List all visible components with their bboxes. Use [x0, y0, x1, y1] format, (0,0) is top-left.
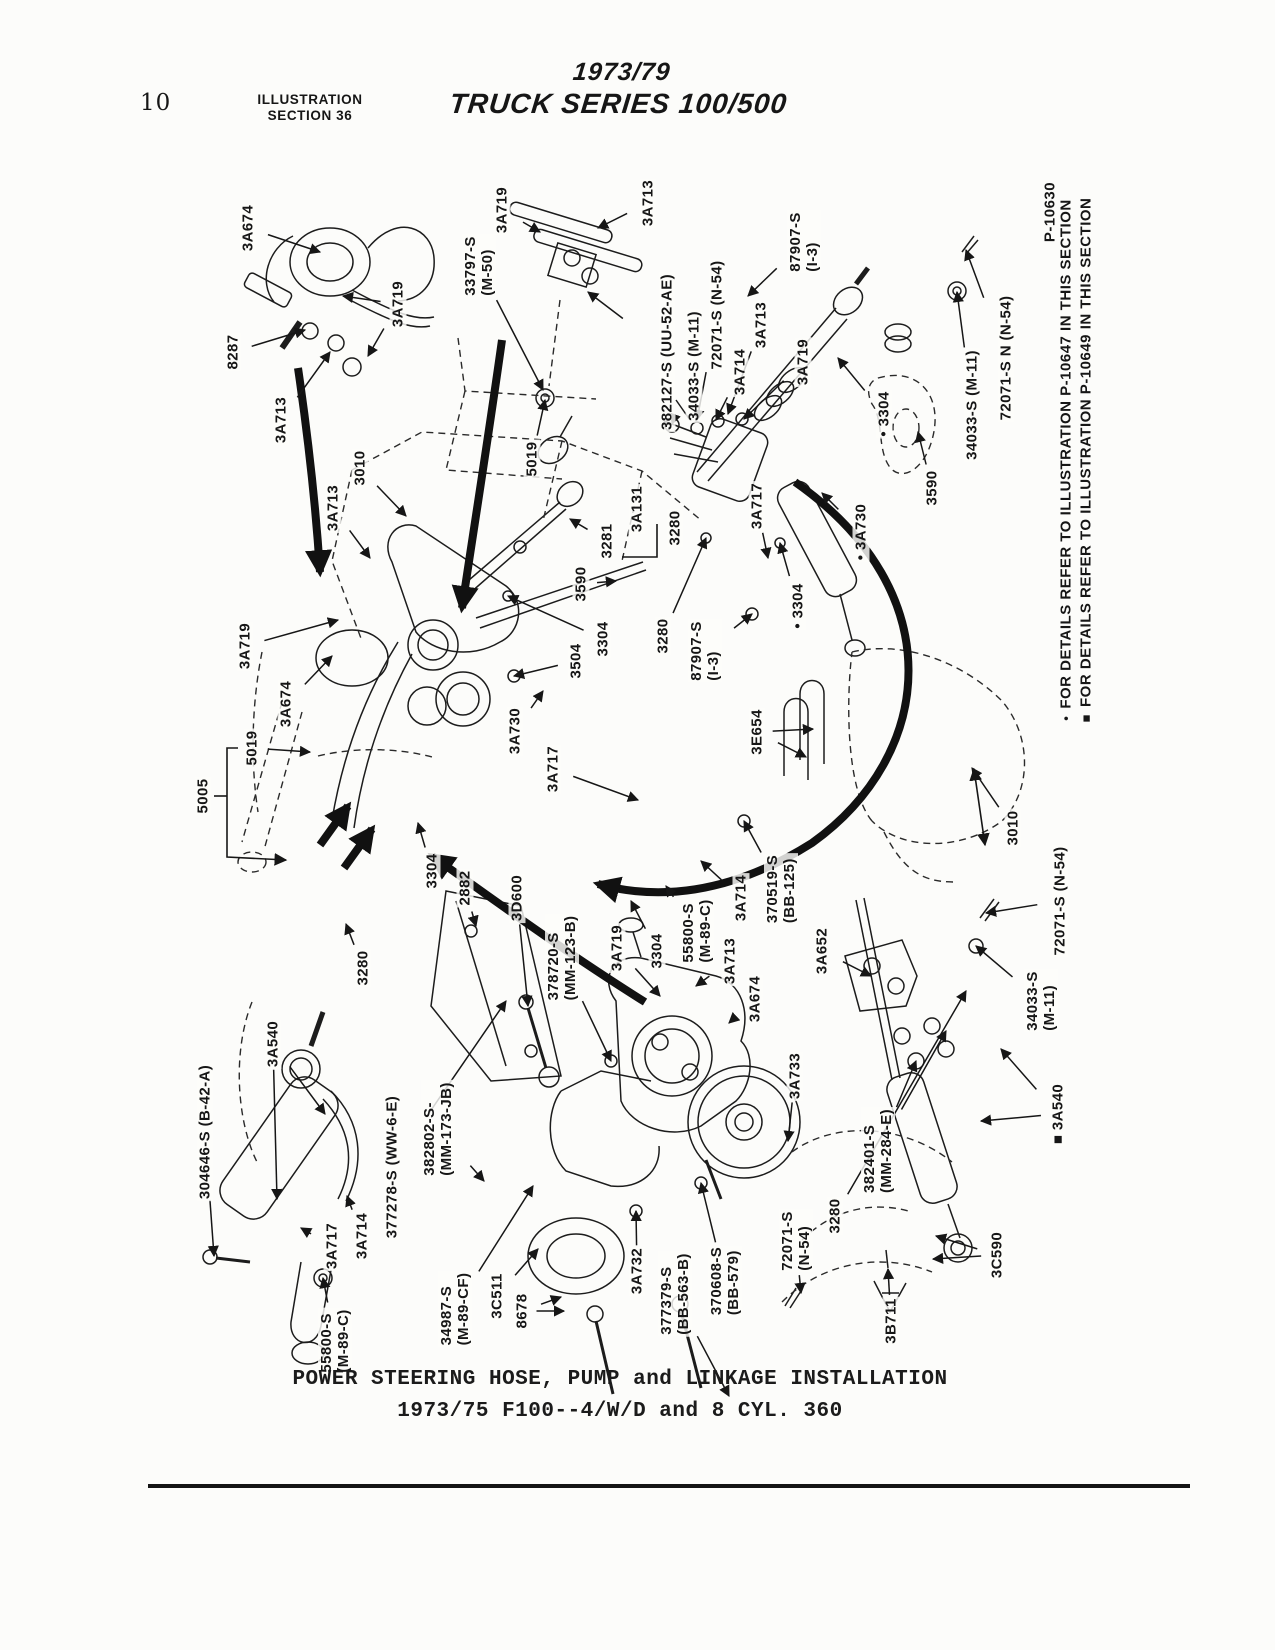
- part-label-line: • 3A730: [852, 503, 870, 561]
- part-label-line: 3A717: [748, 482, 766, 530]
- part-label: [924, 469, 941, 508]
- part-label: [197, 1063, 214, 1201]
- part-label: [989, 1230, 1006, 1280]
- part-label: [318, 1307, 352, 1374]
- part-label: [524, 440, 541, 479]
- part-label-line: (MM-284-E): [878, 1108, 895, 1194]
- part-label-line: 377379-S: [658, 1266, 675, 1335]
- part-label: [514, 1292, 531, 1331]
- part-label: [1005, 809, 1022, 848]
- part-label: [352, 449, 369, 488]
- part-label-line: 3281: [598, 523, 616, 559]
- part-label-line: 3A540: [264, 1020, 282, 1068]
- part-label-line: 377278-S (WW-6-E): [383, 1095, 401, 1239]
- part-label-line: 72071-S (N-54): [1051, 846, 1069, 956]
- part-label: [667, 509, 684, 548]
- part-label: [883, 1296, 900, 1345]
- part-label-line: 3A730: [506, 707, 524, 755]
- part-label-line: 34033-S (M-11): [963, 350, 981, 460]
- part-label: [273, 395, 290, 445]
- part-label: [747, 974, 764, 1024]
- part-label-line: 304646-S (B-42-A): [196, 1064, 214, 1200]
- part-label-line: 3A713: [324, 484, 342, 532]
- bottom-rule: [148, 1484, 1190, 1488]
- part-label-line: 33797-S: [462, 236, 479, 296]
- part-label-line: 3504: [567, 643, 585, 679]
- part-label: [861, 1107, 895, 1195]
- part-label-line: 378720-S: [545, 932, 562, 1001]
- part-label: [658, 1251, 692, 1337]
- part-label: [749, 481, 766, 531]
- part-label-line: 3E654: [748, 709, 766, 755]
- part-label: [764, 853, 798, 925]
- part-label-line: 3B711: [882, 1298, 900, 1344]
- part-label: [244, 729, 261, 768]
- part-label: [629, 484, 646, 534]
- part-label-line: 5019: [243, 730, 261, 766]
- part-label: [640, 178, 657, 228]
- part-label-line: (M-11): [1041, 985, 1058, 1031]
- part-label: [438, 1271, 472, 1348]
- part-label-line: 3A719: [608, 924, 626, 972]
- part-label-line: 8678: [513, 1293, 531, 1329]
- bullet-marker-icon: •: [1058, 715, 1074, 721]
- part-label-line: • 3304: [875, 391, 893, 437]
- part-label-line: 3A719: [493, 186, 511, 234]
- part-label-line: 370608-S: [708, 1246, 725, 1316]
- part-label: [462, 234, 496, 298]
- part-label: [265, 1019, 282, 1069]
- plate-number: P-10630: [1041, 181, 1059, 243]
- part-label: [225, 333, 242, 372]
- part-label: [1024, 969, 1058, 1033]
- part-label-line: 8287: [224, 334, 242, 370]
- part-label-line: (M-89-C): [335, 1309, 352, 1373]
- part-label: [649, 932, 666, 971]
- part-label: [421, 1080, 455, 1178]
- part-label: [573, 565, 590, 604]
- part-label-line: 3A714: [353, 1212, 371, 1260]
- part-label: [749, 707, 766, 756]
- part-label: [237, 621, 254, 671]
- part-label: [355, 949, 372, 988]
- part-label-line: (M-50): [479, 249, 496, 296]
- part-label-line: 3A713: [639, 179, 657, 227]
- part-label: [1050, 1082, 1067, 1146]
- part-label-line: 3304: [423, 853, 441, 889]
- part-label-line: 3280: [666, 510, 684, 546]
- part-label: [195, 777, 212, 816]
- part-label: [278, 679, 295, 729]
- part-label-line: 2882: [456, 870, 474, 906]
- part-label-line: 3A674: [277, 680, 295, 728]
- part-label-line: 382802-S-: [421, 1102, 438, 1176]
- part-label-line: 3C590: [988, 1231, 1006, 1279]
- part-label: [424, 852, 441, 891]
- part-label: [733, 873, 750, 923]
- part-label-line: (I-3): [705, 651, 722, 681]
- part-label: [568, 642, 585, 681]
- part-label-line: 382401-S: [861, 1124, 878, 1194]
- side-note-2: [1078, 198, 1095, 723]
- section-heading-line1: ILLUSTRATION: [257, 92, 363, 107]
- part-label: [599, 522, 616, 561]
- part-label-line: 72071-S (N-54): [708, 260, 726, 370]
- section-heading-line2: SECTION 36: [267, 108, 353, 123]
- part-label: [722, 936, 739, 986]
- part-label-line: 3A733: [786, 1052, 804, 1100]
- part-label-line: 5019: [523, 441, 541, 477]
- part-label-line: 370519-S: [764, 854, 781, 924]
- part-label: [509, 873, 526, 923]
- part-label: [494, 185, 511, 235]
- part-label: [753, 300, 770, 350]
- part-label: [709, 259, 726, 372]
- part-label: [384, 1094, 401, 1240]
- part-label-line: • 3304: [789, 583, 807, 629]
- part-label-line: 3010: [351, 450, 369, 486]
- part-label: [708, 1245, 742, 1317]
- part-label-line: 3A719: [389, 280, 407, 328]
- side-note-1: [1058, 199, 1075, 720]
- part-label-line: 3A719: [794, 338, 812, 386]
- part-label-line: 3304: [594, 621, 612, 657]
- part-label-line: 3A713: [272, 396, 290, 444]
- part-label: [324, 1221, 341, 1271]
- part-label: [827, 1197, 844, 1236]
- part-label-line: 382127-S (UU-52-AE): [658, 274, 676, 430]
- caption-subtitle: 1973/75 F100--4/W/D and 8 CYL. 360: [397, 1400, 843, 1423]
- part-label: [787, 210, 821, 274]
- page-number: 10: [140, 90, 172, 116]
- part-label-line: 3A732: [628, 1247, 646, 1295]
- part-label: [1052, 845, 1069, 958]
- side-note-text: FOR DETAILS REFER TO ILLUSTRATION P-10647 IN THIS SECTION: [1057, 199, 1075, 709]
- part-label-line: 3280: [826, 1198, 844, 1234]
- part-label: [790, 581, 807, 630]
- part-label-line: 3304: [648, 933, 666, 969]
- part-label-line: 3A717: [544, 745, 562, 793]
- part-label-line: 3A714: [732, 874, 750, 922]
- part-label: [659, 272, 676, 432]
- part-label: [853, 502, 870, 562]
- part-label-line: 55800-S: [318, 1313, 335, 1373]
- part-label-line: 34033-S: [1024, 971, 1041, 1031]
- part-label-line: 72071-S: [779, 1211, 796, 1271]
- part-label: [732, 347, 749, 397]
- part-label-line: 3A717: [323, 1222, 341, 1270]
- part-label-line: 3590: [572, 566, 590, 602]
- part-label: [489, 1271, 506, 1320]
- part-label: [964, 348, 981, 462]
- part-label-line: 3A652: [813, 927, 831, 975]
- part-label: [688, 619, 722, 683]
- part-label: [545, 914, 579, 1003]
- part-label: [354, 1211, 371, 1261]
- side-note-text: FOR DETAILS REFER TO ILLUSTRATION P-10649 IN THIS SECTION: [1077, 197, 1095, 708]
- part-label: [814, 926, 831, 976]
- part-label-line: 3A131: [628, 485, 646, 533]
- part-label: [876, 389, 893, 438]
- part-label-line: 3A713: [752, 301, 770, 349]
- part-label-line: 3280: [354, 950, 372, 986]
- part-label-line: 3A674: [239, 204, 257, 252]
- part-label-line: 3590: [923, 470, 941, 506]
- part-label-line: 3A714: [731, 348, 749, 396]
- part-label-line: 3280: [654, 618, 672, 654]
- part-label-line: ■ 3A540: [1049, 1083, 1067, 1145]
- part-label: [545, 744, 562, 794]
- part-label-line: (M-89-C): [697, 899, 714, 963]
- part-label: [457, 869, 474, 908]
- part-label: [655, 617, 672, 656]
- part-label: [240, 203, 257, 253]
- part-label-line: (MM-123-B): [562, 915, 579, 1001]
- part-label: [325, 483, 342, 533]
- part-label: [787, 1051, 804, 1101]
- part-label: [680, 897, 714, 964]
- part-label-line: 5005: [194, 778, 212, 814]
- part-label-line: 72071-S N (N-54): [997, 295, 1015, 421]
- part-label-line: (BB-579): [725, 1250, 742, 1316]
- part-label-line: (N-54): [796, 1225, 813, 1271]
- part-label: [795, 337, 812, 387]
- part-label-line: 3A719: [236, 622, 254, 670]
- part-label: [609, 923, 626, 973]
- square-marker-icon: ■: [1078, 714, 1094, 723]
- part-label: [629, 1246, 646, 1296]
- part-label: [595, 620, 612, 659]
- figure-caption: [150, 1368, 1090, 1423]
- part-label-line: 3010: [1004, 810, 1022, 846]
- part-label: [686, 309, 703, 423]
- part-label: [779, 1209, 813, 1273]
- part-label: [390, 279, 407, 329]
- caption-title: POWER STEERING HOSE, PUMP and LINKAGE INSTALLATION: [292, 1368, 948, 1391]
- part-label-line: 34987-S: [438, 1285, 455, 1346]
- part-label-line: (BB-563-B): [675, 1253, 692, 1335]
- series-title-name: TRUCK SERIES 100/500: [448, 88, 789, 119]
- part-label-line: 3C511: [488, 1273, 506, 1319]
- part-label-line: 3D600: [508, 874, 526, 922]
- part-label-line: 3A713: [721, 937, 739, 985]
- part-label-line: (MM-173-JB): [438, 1082, 455, 1176]
- part-label: [507, 706, 524, 756]
- part-label-line: (I-3): [804, 242, 821, 272]
- series-title-years: 1973/79: [571, 58, 672, 86]
- part-label-line: (M-89-CF): [455, 1272, 472, 1346]
- part-label-line: 34033-S (M-11): [685, 311, 703, 421]
- part-label-line: 87907-S: [787, 212, 804, 272]
- part-label-line: 55800-S: [680, 903, 697, 963]
- part-label-line: 87907-S: [688, 621, 705, 681]
- part-label-line: (BB-125): [781, 858, 798, 924]
- part-label: [998, 294, 1015, 423]
- part-label-line: 3A674: [746, 975, 764, 1023]
